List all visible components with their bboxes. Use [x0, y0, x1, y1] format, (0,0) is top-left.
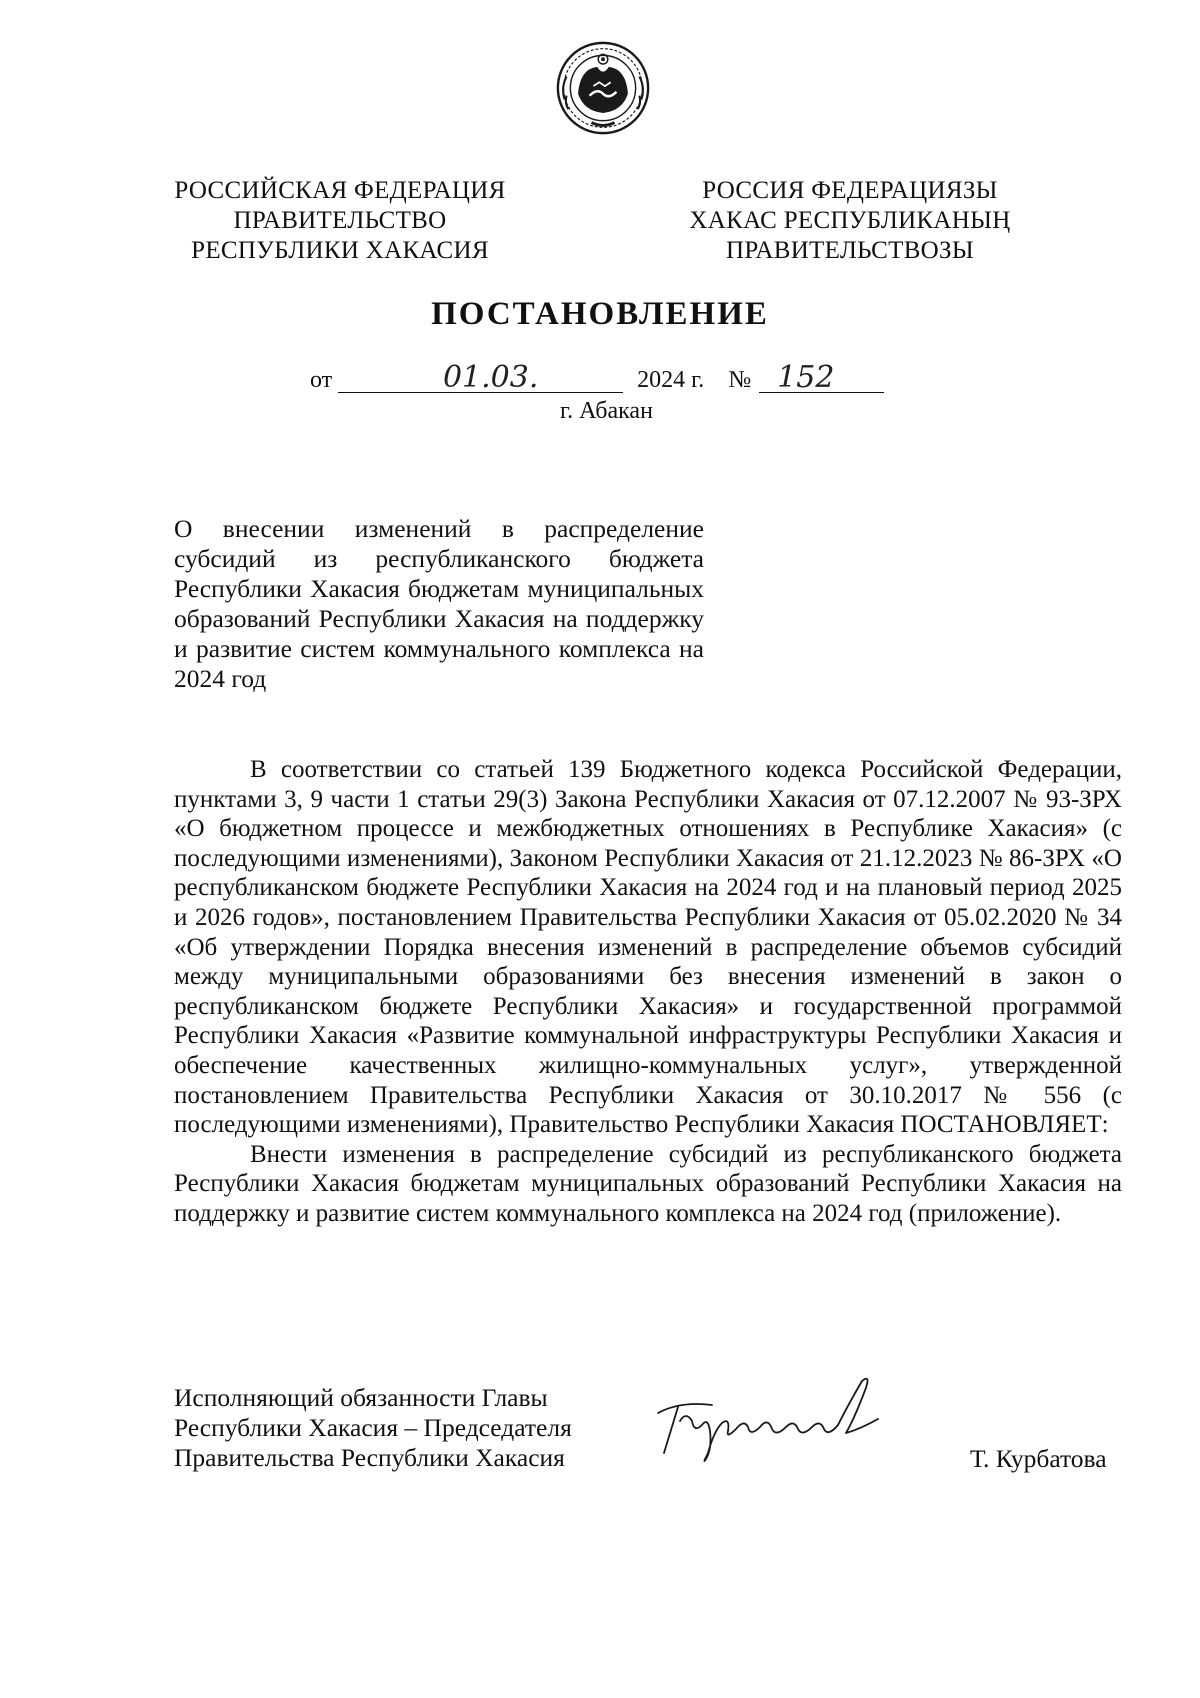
signatory-position	[174, 1383, 614, 1473]
date-prefix: от	[310, 367, 333, 393]
handwritten-number: 152	[759, 364, 884, 393]
document-body	[174, 755, 1122, 1229]
document-year: 2024 г.	[637, 367, 705, 393]
header-left-line-1: РОССИЙСКАЯ ФЕДЕРАЦИЯ	[174, 177, 506, 204]
handwritten-date: 01.03.	[338, 364, 623, 393]
header-right-line-2: ХАКАС РЕСПУБЛИКАНЫҢ	[689, 207, 1011, 234]
header-right-block	[670, 176, 1030, 266]
signatory-position-line-2: Республики Хакасия – Председателя	[174, 1413, 572, 1442]
coat-of-arms-emblem-icon	[555, 40, 651, 136]
signatory-position-line-1: Исполняющий обязанности Главы	[174, 1383, 548, 1412]
header-right-line-1: РОССИЯ ФЕДЕРАЦИЯЗЫ	[702, 177, 998, 204]
header-right-line-3: ПРАВИТЕЛЬСТВОЗЫ	[726, 237, 974, 264]
document-type-title: ПОСТАНОВЛЕНИЕ	[431, 296, 769, 332]
body-paragraph-1: В соответствии со статьей 139 Бюджетного кодекса Российской Федерации, пунктами 3, 9 части 1 статьи 29(3) Закона Республики Хакасия от 07.12.2007 № 93-ЗРХ «О бюджетном процессе и межбюджетных отношениях в Республике Хакасия» (с последующими изменениями), Законом Республики Хакасия от 21.12.2023 № 86-ЗРХ «О республиканском бюджете Республики Хакасия на 2024 год и на плановый период 2025 и 2026 годов», постановлением Правительства Республики Хакасия от 05.02.2020 № 34 «Об утверждении Порядка внесения изменений в распределение объемов субсидий между муниципальными образованиями без внесения изменений в закон о республиканском бюджете Республики Хакасия» и государственной программой Республики Хакасия «Развитие коммунальной инфраструктуры Республики Хакасия и обеспечение качественных жилищно-коммунальных услуг», утвержденной постановлением Правительства Республики Хакасия от 30.10.2017 № 556 (с последующими изменениями), Правительство Республики Хакасия ПОСТАНОВЛЯЕТ:	[174, 756, 1122, 1139]
signatory-name: Т. Курбатова	[970, 1444, 1107, 1473]
number-prefix: №	[728, 367, 752, 393]
body-paragraph-2: Внести изменения в распределение субсидий из республиканского бюджета Республики Хакасия бюджетам муниципальных образований Республики Хакасия на поддержку и развитие систем коммунального комплекса на 2024 год (приложение).	[174, 1140, 1122, 1227]
date-number-line	[310, 360, 884, 395]
handwritten-signature-icon	[650, 1375, 910, 1465]
document-city: г. Абакан	[560, 398, 653, 424]
header-left-line-3: РЕСПУБЛИКИ ХАКАСИЯ	[191, 237, 489, 264]
document-subject: О внесении изменений в распределение субсидий из республиканского бюджета Республики Хакасия бюджетам муниципальных образований Республики Хакасия на поддержку и развитие систем коммунального комплекса на 2024 год	[174, 514, 704, 693]
header-left-block	[160, 176, 520, 266]
header-left-line-2: ПРАВИТЕЛЬСТВО	[233, 207, 447, 234]
signatory-position-line-3: Правительства Республики Хакасия	[174, 1443, 565, 1472]
